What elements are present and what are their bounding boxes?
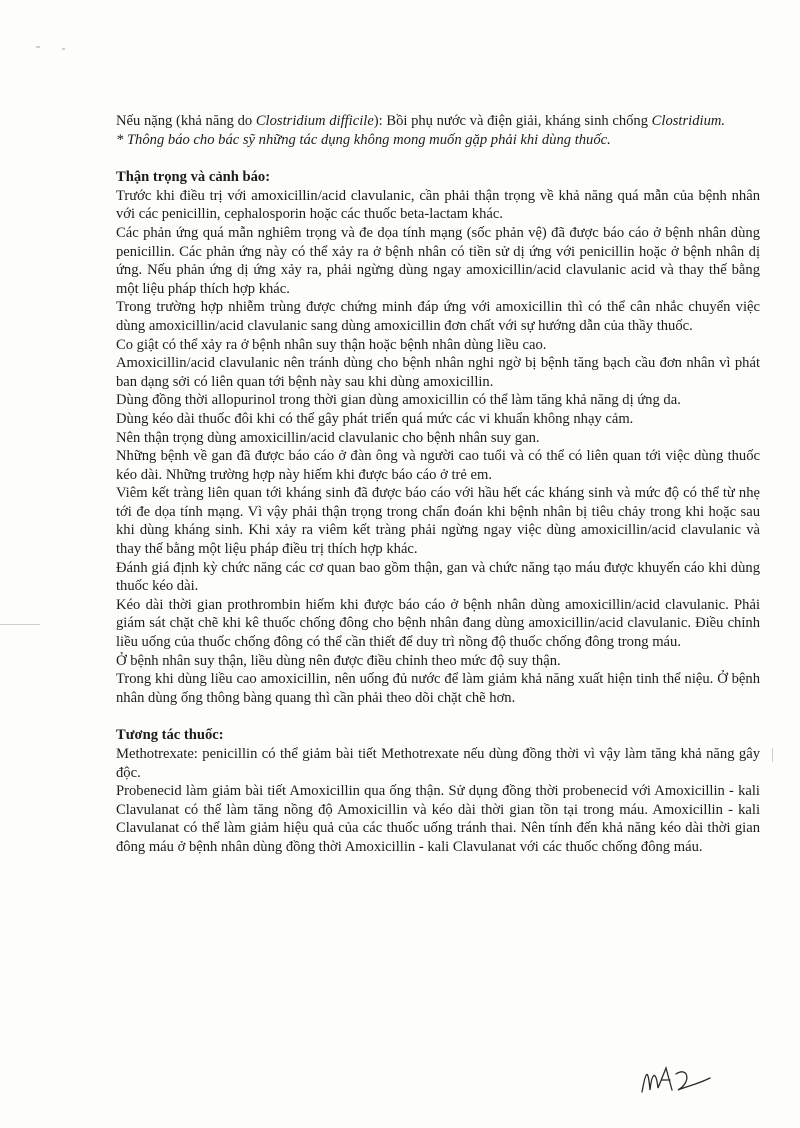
caution-paragraph: Amoxicillin/acid clavulanic nên tránh dùng cho bệnh nhân nghi ngờ bị bệnh tăng bạch cầu đơn nhân vì phát ban dạng sởi có liên quan tới bệnh này sau khi dùng amoxicillin.: [116, 355, 760, 390]
caution-paragraph: Những bệnh về gan đã được báo cáo ở đàn ông và người cao tuổi và có thể có liên quan tới việc dùng thuốc kéo dài. Những trường hợp này hiếm khi được báo cáo ở trẻ em.: [116, 448, 760, 483]
caution-paragraph: Dùng kéo dài thuốc đôi khi có thể gây phát triển quá mức các vi khuẩn không nhạy cảm.: [116, 410, 634, 427]
intro-note: * Thông báo cho bác sỹ những tác dụng không mong muốn gặp phải khi dùng thuốc.: [116, 131, 611, 148]
scan-artifact: [772, 748, 773, 762]
caution-paragraph: Trong khi dùng liều cao amoxicillin, nên uống đủ nước để làm giảm khả năng xuất hiện tinh thể niệu. Ở bệnh nhân dùng ống thông bàng quang thì cần phải theo dõi chặt chẽ hơn.: [116, 671, 760, 706]
caution-paragraph: Ở bệnh nhân suy thận, liều dùng nên được điều chỉnh theo mức độ suy thận.: [116, 652, 561, 669]
interactions-heading: Tương tác thuốc:: [116, 727, 224, 744]
caution-paragraph: Trong trường hợp nhiễm trùng được chứng minh đáp ứng với amoxicillin thì có thể cân nhắc chuyển việc dùng amoxicillin/acid clavulanic sang dùng amoxicillin đơn chất với sự hướng dẫn của thầy thuốc.: [116, 299, 760, 334]
document-page: [116, 112, 760, 857]
cautions-heading: Thận trọng và cảnh báo:: [116, 169, 271, 186]
interaction-paragraph: Probenecid làm giảm bài tiết Amoxicillin qua ống thận. Sử dụng đồng thời probenecid với Amoxicillin - kali Clavulanat có thể làm tăng nồng độ Amoxicillin và kéo dài thời gian tồn tại trong máu. Amoxicillin - kali Clavulanat có thể làm giảm hiệu quả của các thuốc uống tránh thai. Nên tính đến khả năng kéo dài thời gian đông máu ở bệnh nhân dùng đồng thời Amoxicillin - kali Clavulanat với các thuốc chống đông máu.: [116, 783, 760, 855]
caution-paragraph: Co giật có thể xảy ra ở bệnh nhân suy thận hoặc bệnh nhân dùng liều cao.: [116, 336, 547, 353]
intro-paragraph: [116, 112, 760, 131]
caution-paragraph: Trước khi điều trị với amoxicillin/acid clavulanic, cần phải thận trọng về khả năng quá mẫn của bệnh nhân với các penicillin, cephalosporin hoặc các thuốc beta-lactam khác.: [116, 187, 760, 223]
intro-text-cont: ): Bồi phụ nước và điện giải, kháng sinh chống: [373, 113, 652, 129]
caution-paragraph: Nên thận trọng dùng amoxicillin/acid clavulanic cho bệnh nhân suy gan.: [116, 429, 540, 446]
caution-paragraph: Đánh giá định kỳ chức năng các cơ quan bao gồm thận, gan và chức năng tạo máu được khuyến cáo khi dùng thuốc kéo dài.: [116, 559, 760, 595]
interaction-paragraph: Methotrexate: penicillin có thể giảm bài tiết Methotrexate nếu dùng đồng thời vì vậy làm tăng khả năng gây độc.: [116, 746, 760, 781]
caution-paragraph: Dùng đồng thời allopurinol trong thời gian dùng amoxicillin có thể làm tăng khả năng dị ứng da.: [116, 392, 681, 409]
handwritten-signature: [636, 1060, 726, 1100]
scan-artifact: [62, 48, 65, 50]
organism-name-2: Clostridium.: [651, 113, 726, 129]
organism-name: Clostridium difficile: [255, 113, 374, 129]
caution-paragraph: Viêm kết tràng liên quan tới kháng sinh đã được báo cáo với hầu hết các kháng sinh và mức độ có thể từ nhẹ tới đe dọa tính mạng. Vì vậy phải thận trọng trong chẩn đoán khi bệnh nhân bị tiêu chảy trong khi hoặc sau khi dùng kháng sinh. Khi xảy ra viêm kết tràng phải ngừng ngay việc dùng amoxicillin/acid clavulanic và thay thế bằng một liệu pháp điều trị thích hợp khác.: [116, 485, 760, 558]
caution-paragraph: Các phản ứng quá mẫn nghiêm trọng và đe dọa tính mạng (sốc phản vệ) đã được báo cáo ở bệnh nhân dùng penicillin. Các phản ứng này có thể xảy ra ở bệnh nhân có tiền sử dị ứng với penicillin hoặc ở bệnh nhân dị ứng. Nếu phản ứng dị ứng xảy ra, phải ngừng dùng ngay amoxicillin/acid clavulanic acid và thay thế bằng một liệu pháp thích hợp khác.: [116, 224, 760, 297]
caution-paragraph: Kéo dài thời gian prothrombin hiếm khi được báo cáo ở bệnh nhân dùng amoxicillin/acid clavulanic. Phải giám sát chặt chẽ khi kê thuốc chống đông cho bệnh nhân đang dùng amoxicillin/acid clavulanic. Điều chỉnh liều uống của thuốc chống đông có thể cần thiết để duy trì nồng độ thuốc chống đông trong máu.: [116, 596, 760, 651]
scan-artifact: [36, 46, 40, 48]
intro-text: Nếu nặng (khả năng do: [116, 113, 256, 129]
scan-artifact: [0, 624, 40, 625]
